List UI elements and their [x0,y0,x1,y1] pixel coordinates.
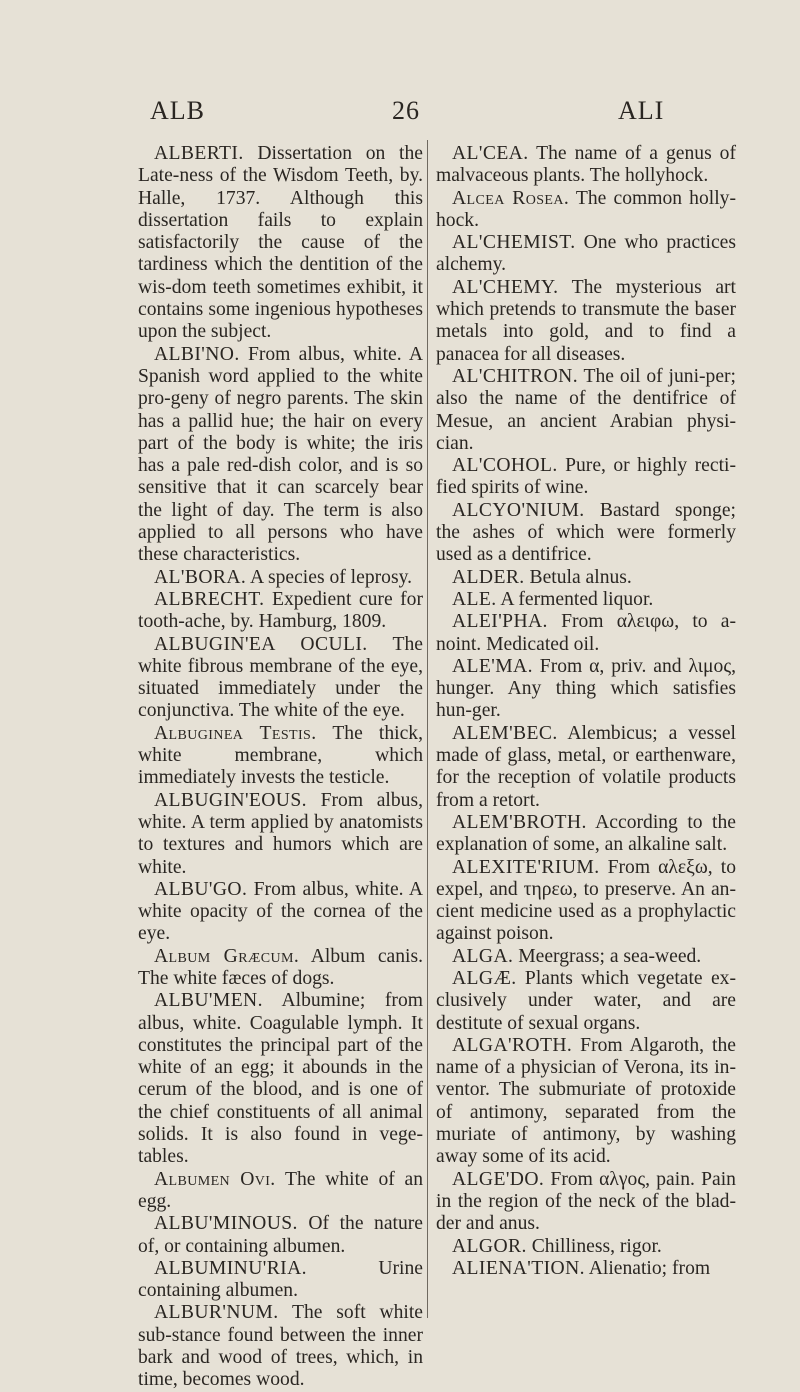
entry-text: The white of an egg. [138,1168,424,1212]
entry [436,946,736,968]
entry [138,567,423,589]
entry-text: Of the nature of, or containing albumen. [138,1213,423,1257]
entry [138,1213,423,1258]
entry [138,589,423,634]
left-column [138,143,423,1392]
entry-headword: ALCYO'NIUM. [452,499,585,521]
entry [436,611,736,656]
entry [436,589,736,611]
entry-text: Meergrass; a sea-weed. [518,945,702,967]
entry [436,500,736,567]
entry-headword: ALGE'DO. [452,1168,545,1190]
entry-text: From albus, white. A Spanish word applied to the white pro-geny of negro parents. The skin has a pallid hue; the hair on every part of the body is white; the iris has a pale red-dish color, and is so sensitive that it can scarcely bear the light of day. The term is also applied to all persons who have these characteristics. [138,343,423,566]
entry-headword: ALBUGIN'EA OCULI. [154,633,368,655]
entry [436,968,736,1035]
entry [436,366,736,455]
entry-text: From Algaroth, the name of a physician of Verona, its in-ventor. The submuriate of protoxide of antimony, separated from the muriate of antimony, by washing away some of its acid. [436,1034,736,1168]
entry-headword: ALEM'BEC. [452,722,558,744]
entry-text: Expedient cure for tooth-ache, by. Hamburg, 1809. [138,588,423,633]
entry-headword: ALBU'MEN. [154,990,263,1012]
entry [436,277,736,366]
entry [138,946,423,991]
entry-headword: AL'CHEMIST. [452,232,576,254]
entry-text: From albus, white. A white opacity of the cornea of the eye. [138,878,423,945]
entry-text: Album canis. The white fæces of dogs. [138,945,423,989]
entry [436,1169,736,1236]
entry-text: Chilliness, rigor. [531,1235,662,1257]
entry-headword: Alcea Rosea. [452,187,570,209]
entry [436,1035,736,1169]
entry [138,634,423,723]
entry [436,232,736,277]
entry-text: From αλειφω, to a-noint. Medicated oil. [436,611,736,655]
entry-text: Alembicus; a vessel made of glass, metal, or earthenware, for the reception of volatile products from a retort. [436,722,736,811]
entry-headword: ALE'MA. [452,655,533,677]
entry-headword: ALBI'NO. [154,343,240,365]
entry [436,143,736,188]
entry [138,790,423,879]
entry [138,990,423,1168]
entry [138,143,423,344]
entry-text: Betula alnus. [529,566,632,588]
entry-text: From αλεξω, to expel, and τηρεω, to preserve. An an-cient medicine used as a prophylactic against poison. [436,856,736,945]
entry [436,812,736,857]
entry-headword: Album Græcum. [154,945,300,967]
entry-headword: AL'CHITRON. [452,365,579,387]
entry-headword: ALBERTI. [154,143,244,164]
entry-headword: ALEXITE'RIUM. [452,856,600,878]
entry-headword: Albumen Ovi. [154,1168,276,1190]
right-guide-word: ALI [618,96,665,125]
entry-headword: ALDER. [452,566,525,588]
entry-text: From αλγος, pain. Pain in the region of the neck of the blad-der and anus. [436,1168,736,1235]
entry-headword: AL'COHOL. [452,455,558,477]
running-header [0,96,800,136]
entry [436,656,736,723]
entry-text: The name of a genus of malvaceous plants. The hollyhock. [436,143,736,187]
entry-text: According to the explanation of some, an alkaline salt. [436,811,736,856]
entry-text: The white fibrous membrane of the eye, situated immediately under the conjunctiva. The white of the eye. [138,633,423,722]
entry-headword: ALGÆ. [452,967,517,989]
entry [436,1258,736,1280]
entry-headword: ALIENA'TION. [452,1257,585,1279]
entry [436,188,736,233]
entry-text: A fermented liquor. [500,588,654,610]
entry-text: Alienatio; from [588,1257,711,1279]
entry-headword: AL'BORA. [154,566,247,588]
entry [138,723,423,790]
entry-headword: AL'CHEMY. [452,276,559,298]
entry [138,344,423,567]
page-number: 26 [392,96,420,125]
entry-headword: ALEM'BROTH. [452,811,587,833]
entry-text: The common holly-hock. [436,187,736,231]
entry-headword: ALGA'ROTH. [452,1034,573,1056]
right-column [436,143,736,1280]
entry-text: From albus, white. A term applied by anatomists to textures and humors which are white. [138,789,423,878]
entry-text: Pure, or highly recti-fied spirits of wine. [436,455,736,499]
entry-headword: ALGOR. [452,1235,527,1257]
entry [436,857,736,946]
entry [436,723,736,812]
entry-headword: ALBUR'NUM. [154,1302,279,1324]
entry-text: The oil of juni-per; also the name of the dentifrice of Mesue, an ancient Arabian physi-cian. [436,365,736,454]
entry [138,1258,423,1303]
entry [436,455,736,500]
left-guide-word: ALB [150,96,205,125]
entry-text: Dissertation on the Late-ness of the Wisdom Teeth, by. Halle, 1737. Although this dissertation fails to explain satisfactorily the cause of the tardiness which the dentition of the wis-dom teeth sometimes exhibit, it contains some ingenious hypotheses upon the subject. [138,143,423,343]
entry-headword: ALE. [452,588,497,610]
entry-headword: ALBU'MINOUS. [154,1213,298,1235]
entry-text: From α, priv. and λιμος, hunger. Any thing which satisfies hun-ger. [436,655,736,722]
entry-headword: ALBU'GO. [154,878,248,900]
entry-headword: ALBUGIN'EOUS. [154,789,307,811]
entry-text: Plants which vegetate ex-clusively under water, and are destitute of sexual organs. [436,967,736,1034]
entry-headword: ALGA. [452,945,514,967]
entry-text: The mysterious art which pretends to transmute the baser metals into gold, and to find a panacea for all diseases. [436,276,736,365]
entry-text: A species of leprosy. [250,566,412,588]
entry [436,567,736,589]
entry [436,1236,736,1258]
entry-text: Urine containing albumen. [138,1257,423,1302]
column-divider [427,140,428,1318]
entry-headword: ALBRECHT. [154,588,265,610]
entry-headword: Albuginea Testis. [154,722,317,744]
entry-headword: AL'CEA. [452,143,529,164]
entry-text: One who practices alchemy. [436,232,736,276]
entry-text: Albumine; from albus, white. Coagulable lymph. It constitutes the principal part of the white of an egg; it abounds in the cerum of the blood, and is one of the chief constituents of all animal solids. It is also found in vege-tables. [138,990,423,1168]
entry [138,1169,423,1214]
entry-headword: ALBUMINU'RIA. [154,1257,307,1279]
entry [138,1302,423,1391]
entry [138,879,423,946]
entry-text: The thick, white membrane, which immediately invests the testicle. [138,722,424,789]
entry-text: Bastard sponge; the ashes of which were formerly used as a dentifrice. [436,499,736,566]
entry-text: The soft white sub-stance found between the inner bark and wood of trees, which, in time, becomes wood. [138,1302,423,1391]
entry-headword: ALEI'PHA. [452,611,548,633]
